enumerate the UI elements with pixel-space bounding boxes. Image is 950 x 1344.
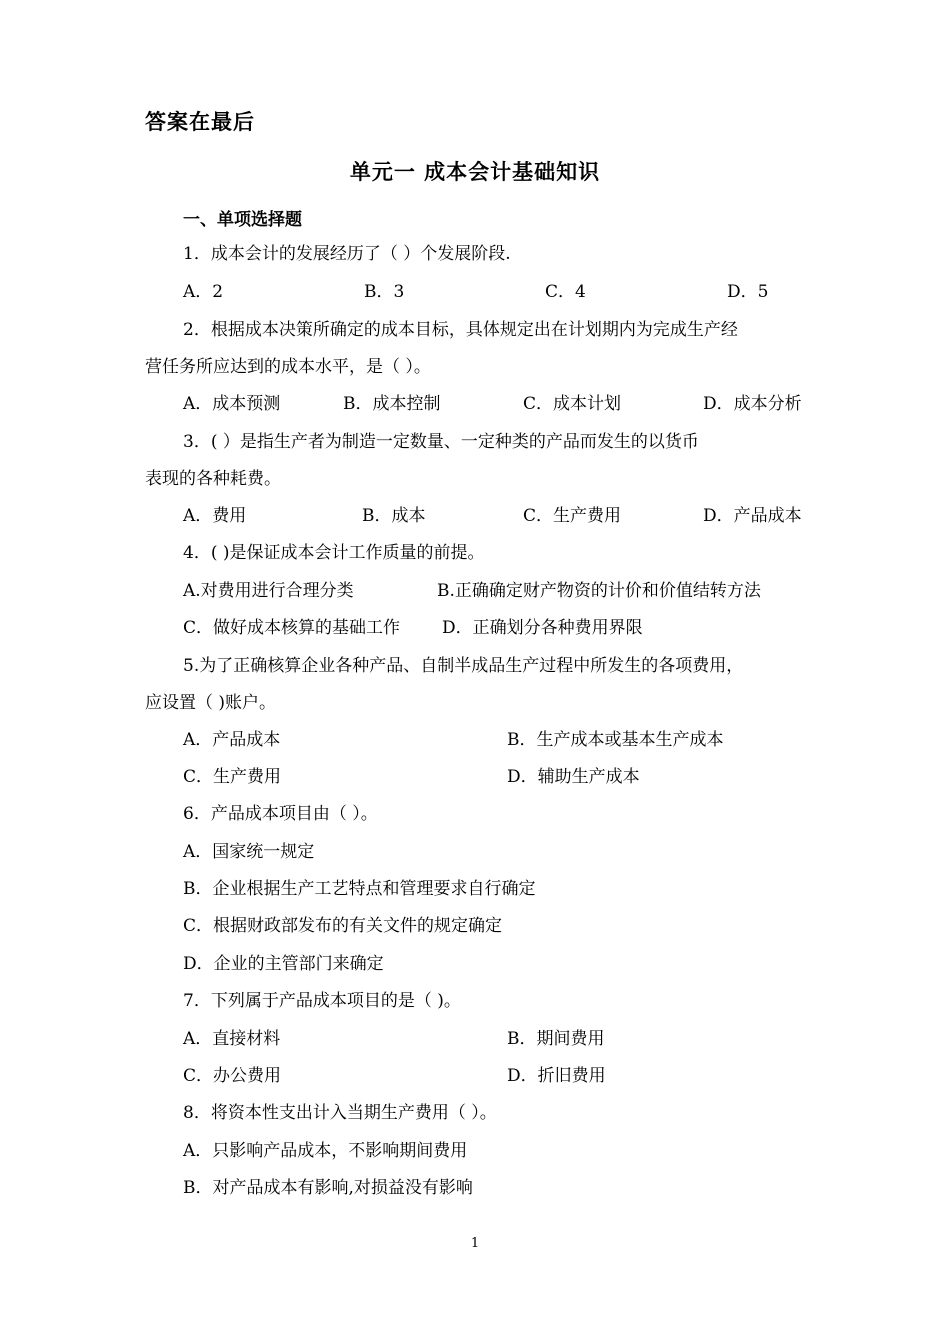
question-6-option-d: D．企业的主管部门来确定 [183,954,384,974]
question-2-option-c: C．成本计划 [523,394,622,414]
question-7-option-c: C．办公费用 [183,1066,282,1086]
question-8-option-b: B．对产品成本有影响,对损益没有影响 [183,1178,473,1198]
section-title: 一、单项选择题 [183,210,302,230]
question-4-option-d: D．正确划分各种费用界限 [442,618,643,638]
question-6-option-c: C．根据财政部发布的有关文件的规定确定 [183,916,503,936]
question-2-option-a: A．成本预测 [183,394,281,414]
question-3-option-b: B．成本 [362,506,426,526]
question-2-stem-line-1: 2．根据成本决策所确定的成本目标，具体规定出在计划期内为完成生产经 [183,320,738,340]
question-3-stem-line-2: 表现的各种耗费。 [145,469,281,489]
question-7-option-d: D．折旧费用 [507,1066,606,1086]
question-7-option-a: A．直接材料 [183,1029,281,1049]
question-1-option-b: B．3 [364,282,405,302]
question-5-option-d: D．辅助生产成本 [507,767,640,787]
question-6-option-b: B．企业根据生产工艺特点和管理要求自行确定 [183,879,536,899]
question-4-option-a: A.对费用进行合理分类 [183,581,354,601]
question-1-option-a: A．2 [183,282,224,302]
question-1-stem: 1．成本会计的发展经历了（ ）个发展阶段. [183,244,511,264]
question-4-stem: 4．( )是保证成本会计工作质量的前提。 [183,543,485,563]
question-5-option-b: B．生产成本或基本生产成本 [507,730,724,750]
question-2-stem-line-2: 营任务所应达到的成本水平，是（ ）。 [145,357,431,377]
question-6-option-a: A．国家统一规定 [183,842,315,862]
question-4-option-b: B.正确确定财产物资的计价和价值结转方法 [437,581,761,601]
answer-note: 答案在最后 [145,110,255,134]
question-7-stem: 7．下列属于产品成本项目的是（ )。 [183,991,461,1011]
question-1-option-c: C．4 [545,282,586,302]
question-8-option-a: A．只影响产品成本，不影响期间费用 [183,1141,468,1161]
page-number: 1 [470,1236,480,1251]
question-5-stem-line-1: 5.为了正确核算企业各种产品、自制半成品生产过程中所发生的各项费用， [183,656,744,676]
question-3-option-a: A．费用 [183,506,247,526]
question-6-stem: 6．产品成本项目由（ ）。 [183,804,378,824]
question-5-stem-line-2: 应设置（ )账户。 [145,693,277,713]
question-8-stem: 8．将资本性支出计入当期生产费用（ ）。 [183,1103,497,1123]
question-2-option-b: B．成本控制 [343,394,441,414]
question-3-stem-line-1: 3．( ）是指生产者为制造一定数量、一定种类的产品而发生的以货币 [183,432,699,452]
question-5-option-a: A．产品成本 [183,730,281,750]
unit-title: 单元一 成本会计基础知识 [349,160,601,184]
question-2-option-d: D．成本分析 [703,394,802,414]
question-3-option-c: C．生产费用 [523,506,622,526]
question-5-option-c: C．生产费用 [183,767,282,787]
question-7-option-b: B．期间费用 [507,1029,605,1049]
question-3-option-d: D．产品成本 [703,506,802,526]
question-1-option-d: D．5 [727,282,769,302]
question-4-option-c: C．做好成本核算的基础工作 [183,618,401,638]
